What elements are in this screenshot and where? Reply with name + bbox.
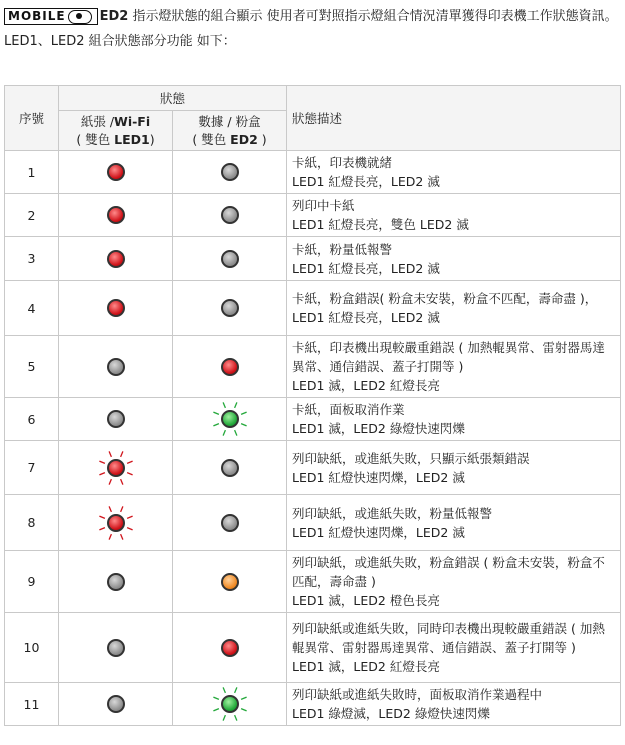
table-row: [5, 551, 621, 613]
led1-gray-icon: [107, 410, 125, 428]
led1-red-icon: [107, 299, 125, 317]
row-number: 7: [5, 441, 59, 495]
status-description: [287, 551, 621, 613]
status-description: [287, 281, 621, 336]
led2-cell: [173, 237, 287, 281]
led1-cell: [59, 613, 173, 683]
header-led1-wifi: Wi-Fi: [114, 113, 151, 129]
intro-paragraph: [4, 4, 622, 54]
led2-red-icon: [221, 358, 239, 376]
row-number: 2: [5, 194, 59, 237]
description-status: 列印中卡紙: [292, 198, 355, 213]
table-body: [5, 151, 621, 726]
description-status: 列印缺紙，或進紙失敗，粉盒錯誤 ( 粉盒未安裝，粉盒不匹配，壽命盡 ): [292, 555, 605, 589]
led2-cell: [173, 683, 287, 726]
intro-text: 指示燈狀態的組合顯示 使用者可對照指示燈組合情況清單獲得印表機工作狀態資訊。LED1、LED2 組合狀態部分功能 如下：: [4, 9, 618, 49]
led2-cell: [173, 281, 287, 336]
header-desc: 狀態描述: [287, 86, 621, 151]
led1-red-icon: [107, 459, 125, 477]
led2-red-icon: [221, 639, 239, 657]
table-row: [5, 441, 621, 495]
description-status: 列印缺紙或進紙失敗，同時印表機出現較嚴重錯誤 ( 加熱輥異常、雷射器馬達異常、通信錯誤、蓋子打開等 ): [292, 621, 605, 655]
description-led: LED1 紅燈長亮，雙色 LED2 滅: [292, 217, 469, 232]
header-led2-sub: ( 雙色: [192, 131, 231, 147]
led2-cell: [173, 495, 287, 551]
description-led: LED1 紅燈快速閃爍，LED2 滅: [292, 469, 465, 485]
status-description: [287, 151, 621, 194]
header-led1-close: ): [149, 131, 155, 147]
led2-gray-icon: [221, 206, 239, 224]
description-led: LED1 綠燈滅，LED2 綠燈快速閃爍: [292, 706, 490, 721]
description-status: 卡紙，粉盒錯誤( 粉盒未安裝，粉盒不匹配，壽命盡 )，: [292, 291, 598, 306]
header-status: 狀態: [59, 86, 287, 111]
led2-cell: [173, 398, 287, 441]
row-number: 1: [5, 151, 59, 194]
description-status: 列印缺紙或進紙失敗時，面板取消作業過程中: [292, 687, 543, 702]
led1-blinking-icon: [96, 448, 136, 488]
led2-gray-icon: [221, 459, 239, 477]
led2-orange-icon: [221, 573, 239, 591]
header-seq: 序號: [5, 86, 59, 151]
led1-cell: [59, 336, 173, 398]
header-led1: [59, 111, 173, 151]
status-description: [287, 194, 621, 237]
led1-gray-icon: [107, 573, 125, 591]
row-number: 6: [5, 398, 59, 441]
description-led: LED1 滅，LED2 橙色長亮: [292, 593, 440, 608]
description-led: LED1 滅，LED2 紅燈長亮: [292, 659, 440, 674]
led1-cell: [59, 398, 173, 441]
header-led1-sub: ( 雙色: [76, 131, 115, 147]
description-led: LED1 紅燈長亮，LED2 滅: [292, 260, 440, 276]
led1-cell: [59, 441, 173, 495]
led2-green-icon: [221, 410, 239, 428]
led2-blinking-icon: [210, 684, 250, 724]
mobile01-logo: [4, 8, 98, 25]
led1-cell: [59, 495, 173, 551]
header-led2-text: 數據 / 粉盒: [198, 113, 261, 129]
status-description: [287, 683, 621, 726]
description-status: 卡紙，面板取消作業: [292, 402, 405, 417]
header-led1-text: 紙張 /: [80, 113, 115, 129]
logo-eye-icon: [68, 10, 92, 24]
led2-cell: [173, 151, 287, 194]
status-description: [287, 495, 621, 551]
led2-cell: [173, 441, 287, 495]
led1-cell: [59, 281, 173, 336]
led2-gray-icon: [221, 163, 239, 181]
description-status: 卡紙，印表機就緒: [292, 155, 393, 170]
table-row: [5, 237, 621, 281]
led1-red-icon: [107, 163, 125, 181]
led1-blinking-icon: [96, 503, 136, 543]
header-led2: [173, 111, 287, 151]
led2-cell: [173, 613, 287, 683]
table-row: [5, 151, 621, 194]
led2-cell: [173, 551, 287, 613]
description-status: 列印缺紙，或進紙失敗，粉量低報警: [292, 505, 493, 521]
led-status-table: [4, 85, 621, 726]
description-status: 卡紙，印表機出現較嚴重錯誤 ( 加熱輥異常、雷射器馬達異常、通信錯誤、蓋子打開等 ): [292, 340, 605, 374]
description-led: LED1 紅燈長亮，LED2 滅: [292, 174, 440, 189]
row-number: 8: [5, 495, 59, 551]
status-description: [287, 237, 621, 281]
table-row: [5, 398, 621, 441]
led2-cell: [173, 336, 287, 398]
description-led: LED1 滅，LED2 紅燈長亮: [292, 378, 440, 393]
header-led2-name: ED2: [230, 131, 258, 147]
led2-gray-icon: [221, 514, 239, 532]
led1-cell: [59, 151, 173, 194]
table-row: [5, 281, 621, 336]
header-led2-close: ): [257, 131, 267, 147]
row-number: 11: [5, 683, 59, 726]
row-number: 4: [5, 281, 59, 336]
status-description: [287, 613, 621, 683]
led1-gray-icon: [107, 639, 125, 657]
status-description: [287, 441, 621, 495]
intro-led2-label: ED2: [99, 9, 129, 24]
row-number: 5: [5, 336, 59, 398]
led2-gray-icon: [221, 299, 239, 317]
table-row: [5, 495, 621, 551]
led1-cell: [59, 237, 173, 281]
description-status: 列印缺紙，或進紙失敗，只顯示紙張類錯誤: [292, 450, 530, 466]
logo-text: MOBILE: [8, 9, 66, 23]
status-description: [287, 398, 621, 441]
led2-cell: [173, 194, 287, 237]
row-number: 10: [5, 613, 59, 683]
led2-blinking-icon: [210, 399, 250, 439]
description-led: LED1 紅燈長亮，LED2 滅: [292, 310, 440, 325]
led1-cell: [59, 683, 173, 726]
led1-gray-icon: [107, 358, 125, 376]
row-number: 3: [5, 237, 59, 281]
table-row: [5, 683, 621, 726]
description-status: 卡紙，粉量低報警: [292, 241, 393, 257]
led2-gray-icon: [221, 250, 239, 268]
table-row: [5, 336, 621, 398]
led1-cell: [59, 551, 173, 613]
led1-cell: [59, 194, 173, 237]
table-row: [5, 194, 621, 237]
led1-red-icon: [107, 514, 125, 532]
table-row: [5, 613, 621, 683]
led1-gray-icon: [107, 695, 125, 713]
status-description: [287, 336, 621, 398]
header-led1-name: LED1: [114, 131, 150, 147]
row-number: 9: [5, 551, 59, 613]
led2-green-icon: [221, 695, 239, 713]
description-led: LED1 紅燈快速閃爍，LED2 滅: [292, 524, 465, 540]
led1-red-icon: [107, 206, 125, 224]
description-led: LED1 滅，LED2 綠燈快速閃爍: [292, 421, 465, 436]
led1-red-icon: [107, 250, 125, 268]
